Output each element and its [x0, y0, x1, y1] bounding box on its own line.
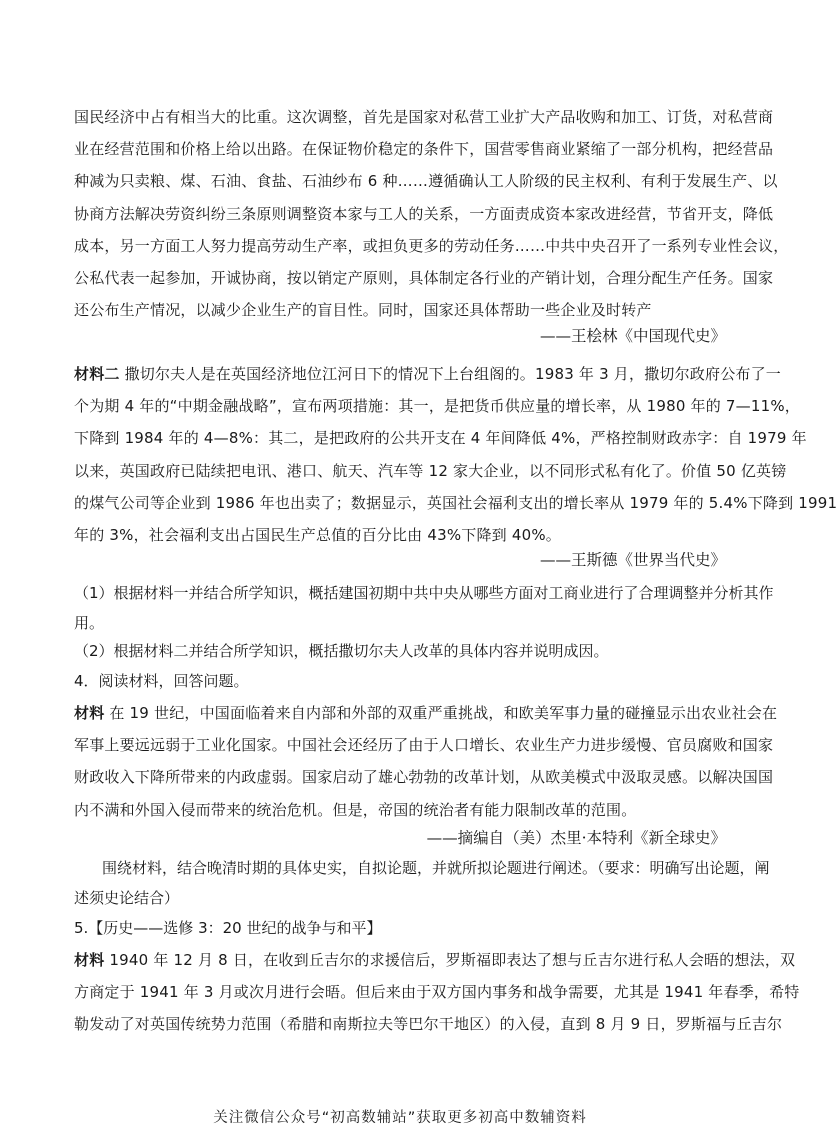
question-three-part-two [74, 636, 734, 666]
question-four-source: ——摘编自（美）杰里·本特利《新全球史》 [426, 829, 726, 847]
text-line: 财政收入下降所带来的内政虚弱。国家启动了雄心勃勃的改革计划，从欧美模式中汲取灵感。以解决国国 [74, 768, 774, 787]
text-line: 个为期 4 年的“中期金融战略”，宣布两项措施：其一，是把货币供应量的增长率，从 1980 年的 7—11%， [74, 397, 800, 416]
text-line: 成本，另一方面工人努力提高劳动生产率，或担负更多的劳动任务……中共中央召开了一系列专业性会议， [74, 236, 789, 255]
text-line: 材料 在 19 世纪，中国面临着来自内部和外部的双重严重挑战，和欧美军事力量的碰撞显示出农业社会在 [74, 704, 778, 722]
text-line: （1）根据材料一并结合所学知识，概括建国初期中共中央从哪些方面对工商业进行了合理调整并分析其作 [74, 584, 774, 602]
text-line: 公私代表一起参加，开诚协商，按以销定产原则，具体制定各行业的产销计划，合理分配生产任务。国家 [74, 269, 774, 288]
text-line: 用。 [74, 614, 105, 632]
text-line: 勒发动了对英国传统势力范围（希腊和南斯拉夫等巴尔干地区）的入侵，直到 8 月 9 日，罗斯福与丘吉尔 [74, 1015, 783, 1034]
text-line: 协商方法解决劳资纠纷三条原则调整资本家与工人的关系，一方面责成资本家改进经营，节省开支，降低 [74, 204, 774, 223]
question-three-part-one [74, 578, 774, 638]
text-line: 材料二 撒切尔夫人是在英国经济地位江河日下的情况下上台组阁的。1983 年 3 月，撒切尔政府公布了一 [74, 365, 782, 383]
text-line: 围绕材料，结合晚清时期的具体史实，自拟论题，并就所拟论题进行阐述。（要求：明确写出论题，阐 [102, 859, 770, 877]
material-two-source: ——王斯德《世界当代史》 [539, 551, 726, 569]
question-four-material [74, 697, 778, 826]
text-line: （2）根据材料二并结合所学知识，概括撒切尔夫人改革的具体内容并说明成因。 [74, 642, 609, 660]
question-five-material [74, 944, 800, 1041]
text-line: 国民经济中占有相当大的比重。这次调整，首先是国家对私营工业扩大产品收购和加工、订货，对私营商 [74, 108, 774, 126]
text-line: 4．阅读材料，回答问题。 [74, 672, 249, 690]
material-one-source: ——王桧林《中国现代史》 [539, 327, 726, 345]
page-footer: 关注微信公众号“初高数辅站”获取更多初高中数辅资料 [213, 1110, 587, 1126]
text-line: 5.【历史——选修 3：20 世纪的战争与和平】 [74, 919, 382, 937]
question-five-title [74, 913, 734, 943]
text-line: 种减为只卖粮、煤、石油、食盐、石油纱布 6 种……遵循确认工人阶级的民主权利、有利于发展生产、以 [74, 172, 778, 191]
text-line: 方商定于 1941 年 3 月或次月进行会晤。但后来由于双方国内事务和战争需要，尤其是 1941 年春季，希特 [74, 983, 800, 1002]
question-four-title [74, 666, 734, 696]
question-four-label: 材料 [74, 704, 105, 722]
text-line: 的煤气公司等企业到 1986 年也出卖了；数据显示，英国社会福利支出的增长率从 1979 年的 5.4%下降到 1991 [74, 493, 837, 512]
text-line: 业在经营范围和价格上给以出路。在保证物价稳定的条件下，国营零售商业紧缩了一部分机构，把经营品 [74, 140, 774, 159]
text-line: 材料 1940 年 12 月 8 日，在收到丘吉尔的求援信后，罗斯福即表达了想与丘吉尔进行私人会晤的想法，双 [74, 951, 796, 969]
text-line: 军事上要远远弱于工业化国家。中国社会还经历了由于人口增长、农业生产力进步缓慢、官员腐败和国家 [74, 736, 774, 755]
question-five-label: 材料 [74, 951, 105, 969]
text-line: 下降到 1984 年的 4—8%：其二，是把政府的公共开支在 4 年间降低 4%，严格控制财政赤字：自 1979 年 [74, 429, 807, 448]
text-line: 内不满和外国入侵而带来的统治危机。但是，帝国的统治者有能力限制改革的范围。 [74, 800, 637, 819]
material-two-text [74, 358, 837, 551]
text-line: 述须史论结合） [74, 889, 180, 907]
material-one-text [74, 101, 789, 326]
text-line: 以来，英国政府已陆续把电讯、港口、航天、汽车等 12 家大企业，以不同形式私有化了。价值 50 亿英镑 [74, 461, 787, 480]
text-line: 还公布生产情况，以减少企业生产的盲目性。同时，国家还具体帮助一些企业及时转产 [74, 301, 652, 320]
question-four-prompt [74, 853, 770, 913]
material-two-label: 材料二 [74, 365, 120, 383]
text-line: 年的 3%，社会福利支出占国民生产总值的百分比由 43%下降到 40%。 [74, 526, 561, 545]
